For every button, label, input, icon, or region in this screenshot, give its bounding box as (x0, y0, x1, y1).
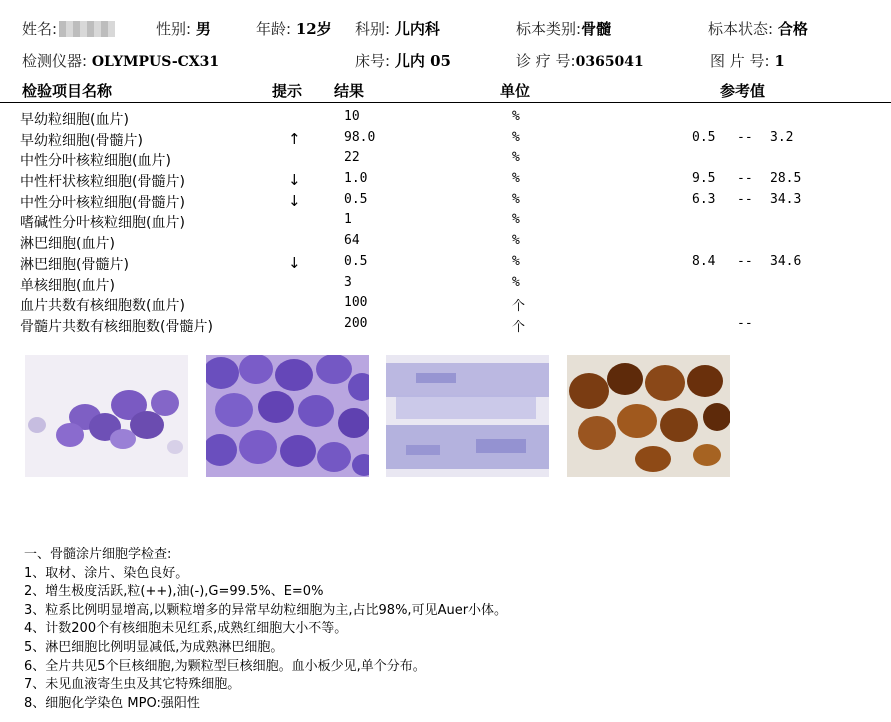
row-name: 中性杆状核粒细胞(骨髓片) (20, 174, 185, 191)
header-item: 检验项目名称 (22, 82, 113, 100)
row-result: 10 (344, 109, 360, 124)
table-row (0, 211, 891, 232)
note-line: 7、未见血液寄生虫及其它特殊细胞。 (24, 677, 241, 693)
specimen-type-field (516, 18, 611, 39)
row-result: 200 (344, 315, 368, 331)
clinic-no-label: 诊 疗 号: (516, 52, 576, 70)
micrograph-marrow-smear (206, 355, 369, 477)
findings-notes (24, 546, 507, 713)
clinic-no-field (516, 50, 644, 71)
row-name: 骨髓片共数有核细胞数(骨髓片) (20, 318, 213, 335)
row-flag: ↑ (288, 129, 301, 148)
header-ref: 参考值 (720, 82, 766, 100)
table-row (0, 191, 891, 212)
row-ref-low: 8.4 (692, 253, 716, 269)
specimen-type-label: 标本类别: (516, 20, 582, 38)
row-ref-low: 6.3 (692, 191, 716, 207)
table-row (0, 170, 891, 191)
instrument-label: 检测仪器: (22, 52, 88, 70)
note-line: 5、淋巴细胞比例明显减低,为成熟淋巴细胞。 (24, 639, 284, 655)
dept-value: 儿内科 (394, 20, 440, 38)
row-name: 血片共数有核细胞数(血片) (20, 298, 185, 315)
row-ref-high: 34.6 (770, 253, 802, 269)
row-ref-dash: -- (737, 129, 753, 145)
row-ref-high: 3.2 (770, 129, 794, 145)
row-name: 单核细胞(血片) (20, 277, 115, 294)
micrograph-blood-smear (25, 355, 188, 477)
micrograph-low-power (386, 355, 549, 477)
row-name: 淋巴细胞(血片) (20, 236, 115, 253)
age-value: 12岁 (295, 20, 332, 38)
table-row (0, 274, 891, 295)
table-row (0, 149, 891, 170)
row-result: 0.5 (344, 253, 368, 269)
row-ref-dash: -- (737, 315, 753, 331)
row-ref-dash: -- (737, 191, 753, 207)
redacted-name (59, 21, 115, 37)
row-result: 1.0 (344, 171, 368, 187)
dept-label: 科别: (355, 20, 391, 38)
specimen-status-value: 合格 (777, 20, 808, 38)
row-result: 0.5 (344, 191, 368, 207)
header-result: 结果 (334, 82, 365, 100)
note-line: 1、取材、涂片、染色良好。 (24, 565, 189, 581)
header-unit: 单位 (500, 82, 531, 100)
table-row (0, 253, 891, 274)
row-unit: 个 (512, 319, 526, 335)
table-row (0, 294, 891, 315)
specimen-type-value: 骨髓 (581, 20, 612, 38)
row-unit: % (512, 233, 520, 249)
header-flag: 提示 (272, 82, 303, 100)
patient-name (22, 18, 115, 39)
row-name: 中性分叶核粒细胞(血片) (20, 153, 171, 170)
results-table (0, 108, 891, 336)
name-label: 姓名: (22, 20, 58, 38)
row-result: 100 (344, 295, 368, 311)
specimen-status-field (708, 18, 808, 39)
row-unit: % (512, 212, 520, 228)
dept-field (355, 18, 440, 39)
row-ref-dash: -- (737, 253, 753, 269)
table-row (0, 108, 891, 129)
row-name: 早幼粒细胞(骨髓片) (20, 132, 143, 149)
row-name: 淋巴细胞(骨髓片) (20, 256, 129, 273)
bed-value: 儿内 05 (394, 52, 451, 70)
bed-label: 床号: (355, 52, 391, 70)
image-no-label: 图 片 号: (710, 52, 770, 70)
instrument-field (22, 50, 219, 71)
row-result: 1 (344, 212, 352, 228)
row-ref-low: 0.5 (692, 129, 716, 145)
bed-field (355, 50, 451, 71)
row-name: 早幼粒细胞(血片) (20, 112, 129, 128)
row-ref-dash: -- (737, 171, 753, 187)
row-result: 98.0 (344, 129, 376, 145)
clinic-no-value: 0365041 (575, 54, 644, 70)
table-row (0, 129, 891, 150)
row-unit: 个 (512, 299, 526, 315)
row-flag: ↓ (288, 253, 301, 272)
note-line: 一、骨髓涂片细胞学检查: (24, 547, 172, 562)
row-flag: ↓ (288, 191, 301, 210)
row-unit: % (512, 150, 520, 166)
instrument-value: OLYMPUS-CX31 (91, 54, 220, 70)
row-ref-high: 28.5 (770, 171, 802, 187)
row-flag: ↓ (288, 171, 301, 190)
image-no-value: 1 (774, 52, 785, 70)
micrograph-mpo-stain (567, 355, 730, 477)
age-field (256, 18, 332, 39)
row-unit: % (512, 253, 520, 269)
gender-label: 性别: (156, 20, 192, 38)
note-line: 8、细胞化学染色 MPO:强阳性 (24, 695, 200, 711)
gender-field (156, 18, 211, 39)
row-result: 3 (344, 274, 352, 290)
row-unit: % (512, 109, 520, 124)
note-line: 6、全片共见5个巨核细胞,为颗粒型巨核细胞。血小板少见,单个分布。 (24, 658, 426, 674)
row-unit: % (512, 129, 520, 145)
row-name: 嗜碱性分叶核粒细胞(血片) (20, 215, 185, 232)
row-ref-low: 9.5 (692, 171, 716, 187)
row-unit: % (512, 191, 520, 207)
age-label: 年龄: (256, 20, 292, 38)
row-unit: % (512, 274, 520, 290)
table-row (0, 315, 891, 336)
note-line: 2、增生极度活跃,粒(++),油(-),G=99.5%、E=0% (24, 584, 324, 600)
gender-value: 男 (195, 20, 211, 38)
note-line: 3、粒系比例明显增高,以颗粒增多的异常早幼粒细胞为主,占比98%,可见Auer小体。 (24, 602, 508, 618)
row-result: 64 (344, 233, 360, 249)
row-ref-high: 34.3 (770, 191, 802, 207)
row-name: 中性分叶核粒细胞(骨髓片) (20, 194, 185, 211)
specimen-status-label: 标本状态: (708, 20, 774, 38)
table-header (0, 80, 891, 103)
row-unit: % (512, 171, 520, 187)
image-no-field (710, 50, 785, 71)
note-line: 4、计数200个有核细胞未见红系,成熟红细胞大小不等。 (24, 621, 348, 637)
table-row (0, 232, 891, 253)
row-result: 22 (344, 150, 360, 166)
